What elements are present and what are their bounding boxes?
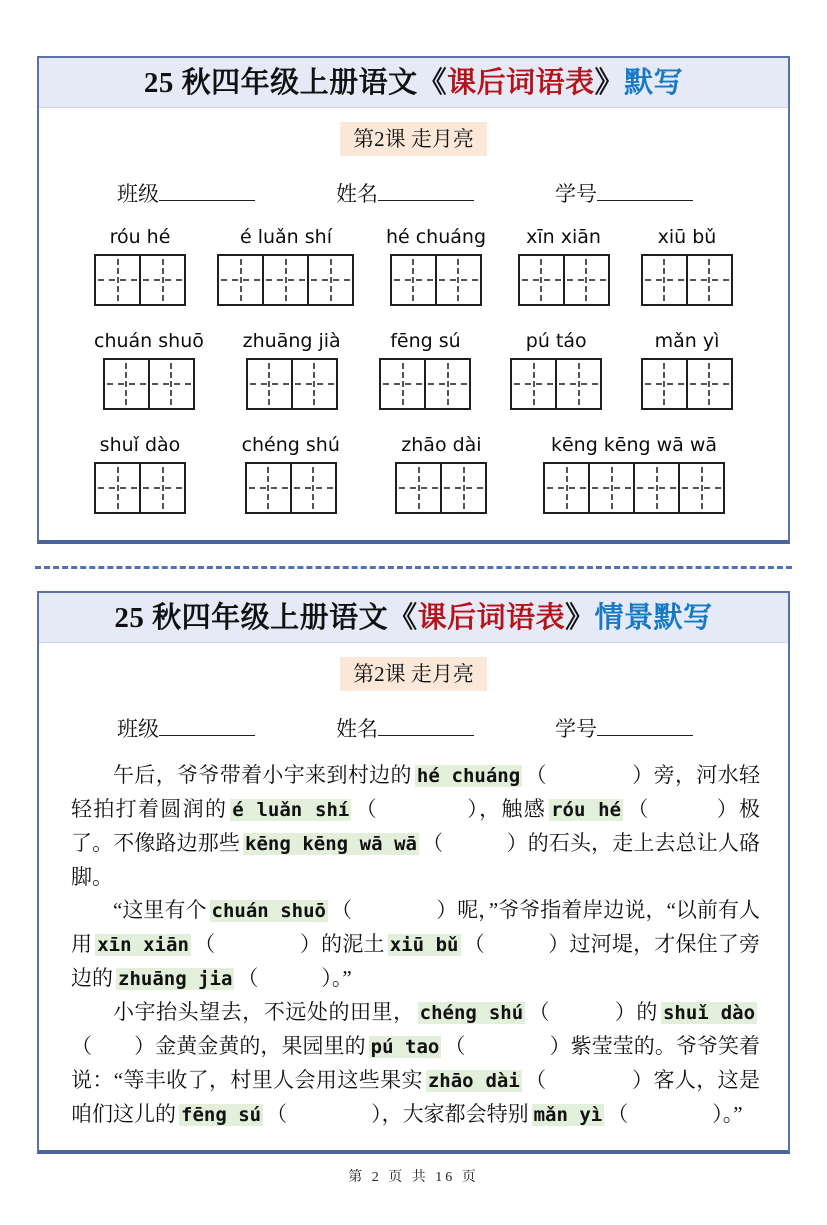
passage xyxy=(39,743,788,1150)
passage-text: （ ）极了。不像路边那些 xyxy=(71,796,761,855)
word-group xyxy=(242,434,340,514)
passage-text: （ ），触感 xyxy=(354,796,547,821)
passage-text: “这里有个 xyxy=(113,897,207,922)
grid-cell[interactable] xyxy=(437,256,480,304)
pinyin-label: pú táo xyxy=(525,329,587,352)
field-label-class: 班级 xyxy=(117,716,159,741)
passage-text: 午后，爷爷带着小宇来到村边的 xyxy=(113,762,412,787)
grid-cell[interactable] xyxy=(141,256,184,304)
grid-cell[interactable] xyxy=(643,360,688,408)
word-group xyxy=(518,226,610,306)
field-class xyxy=(117,713,255,743)
passage-text: （ ）的泥土 xyxy=(193,931,385,956)
grid-cell[interactable] xyxy=(590,464,635,512)
word-group xyxy=(94,434,186,514)
writing-grid[interactable] xyxy=(543,462,725,514)
field-student-id xyxy=(555,713,693,743)
passage-text: （ ），大家都会特别 xyxy=(266,1101,529,1126)
grid-cell[interactable] xyxy=(96,464,141,512)
pinyin-label: chuán shuō xyxy=(94,329,204,352)
grid-cell[interactable] xyxy=(442,464,485,512)
worksheet-page xyxy=(0,56,827,1225)
writing-grid[interactable] xyxy=(246,358,338,410)
word-group xyxy=(94,226,186,306)
pinyin-highlight: chéng shú xyxy=(419,1001,524,1024)
field-blank-name[interactable] xyxy=(378,714,474,736)
field-blank-class[interactable] xyxy=(159,714,255,736)
student-info-fields xyxy=(39,691,788,743)
pinyin-highlight: mǎn yì xyxy=(533,1103,603,1126)
pinyin-highlight: shuǐ dào xyxy=(662,1001,756,1024)
section2-title xyxy=(39,601,788,636)
title-suffix: 情景默写 xyxy=(594,601,713,634)
field-label-student-id: 学号 xyxy=(555,181,597,206)
pinyin-label: fēng sú xyxy=(390,329,461,352)
word-grid-area xyxy=(39,208,788,540)
pinyin-highlight: chuán shuō xyxy=(211,899,326,922)
pinyin-label: kēng kēng wā wā xyxy=(550,433,718,456)
title-open-bracket: 《 xyxy=(417,67,448,99)
word-row xyxy=(94,330,733,410)
grid-cell[interactable] xyxy=(565,256,608,304)
word-group xyxy=(386,226,486,306)
writing-grid[interactable] xyxy=(395,462,487,514)
passage-text: （ ）呢，”爷爷指着岸边说，“以前有人用 xyxy=(71,897,761,956)
field-blank-class[interactable] xyxy=(159,179,255,201)
writing-grid[interactable] xyxy=(390,254,482,306)
writing-grid[interactable] xyxy=(245,462,337,514)
lesson-subtitle: 第2课 走月亮 xyxy=(340,657,487,691)
pinyin-label: shuǐ dào xyxy=(99,433,181,456)
title-close-bracket: 》 xyxy=(565,601,595,634)
pinyin-label: hé chuáng xyxy=(385,225,487,248)
word-group xyxy=(217,226,354,306)
grid-cell[interactable] xyxy=(512,360,557,408)
writing-grid[interactable] xyxy=(94,462,186,514)
passage-text: （ ）旁，河水轻轻拍打着圆润的 xyxy=(71,762,761,821)
field-blank-student-id[interactable] xyxy=(597,179,693,201)
grid-cell[interactable] xyxy=(545,464,590,512)
title-prefix: 25 秋四年级上册语文 xyxy=(143,67,418,99)
pinyin-highlight: fēng sú xyxy=(181,1103,262,1126)
field-class xyxy=(117,178,255,208)
grid-cell[interactable] xyxy=(688,360,731,408)
field-name xyxy=(336,178,474,208)
pinyin-highlight: kēng kēng wā wā xyxy=(245,832,417,855)
pinyin-label: xiū bǔ xyxy=(657,225,717,248)
passage-text: （ ）的 xyxy=(528,999,658,1024)
grid-cell[interactable] xyxy=(293,360,336,408)
grid-cell[interactable] xyxy=(520,256,565,304)
passage-text: （ ）。” xyxy=(237,965,352,990)
field-blank-student-id[interactable] xyxy=(597,714,693,736)
writing-grid[interactable] xyxy=(510,358,602,410)
word-group xyxy=(543,434,725,514)
word-group xyxy=(379,330,471,410)
dashed-cut-line xyxy=(35,566,792,569)
grid-cell[interactable] xyxy=(219,256,264,304)
passage-text: 小宇抬头望去，不远处的田里， xyxy=(113,999,415,1024)
field-name xyxy=(336,713,474,743)
field-label-name: 姓名 xyxy=(336,716,378,741)
word-group xyxy=(243,330,341,410)
grid-cell[interactable] xyxy=(264,256,309,304)
passage-text: （ ）的石头，走上去总让人硌脚。 xyxy=(71,830,761,889)
section1-header-band xyxy=(39,58,788,108)
field-student-id xyxy=(555,178,693,208)
pinyin-highlight: é luǎn shí xyxy=(232,798,350,821)
writing-grid[interactable] xyxy=(641,358,733,410)
grid-cell[interactable] xyxy=(105,360,150,408)
grid-cell[interactable] xyxy=(96,256,141,304)
pinyin-label: xīn xiān xyxy=(526,225,601,248)
word-group xyxy=(641,226,733,306)
pinyin-highlight: pú tao xyxy=(370,1035,440,1058)
passage-text: （ ）金黄金黄的，果园里的 xyxy=(71,1033,366,1058)
passage-text: （ ）紫莹莹的。爷爷笑着说：“等丰收了，村里人会用这些果实 xyxy=(71,1033,761,1092)
grid-cell[interactable] xyxy=(150,360,193,408)
pinyin-highlight: xīn xiān xyxy=(97,933,189,956)
section-word-dictation xyxy=(37,56,790,544)
word-row xyxy=(94,226,733,306)
student-info-fields xyxy=(39,156,788,208)
writing-grid[interactable] xyxy=(94,254,186,306)
grid-cell[interactable] xyxy=(381,360,426,408)
pinyin-highlight: róu hé xyxy=(551,798,622,821)
word-group xyxy=(94,330,204,410)
grid-cell[interactable] xyxy=(557,360,600,408)
section-context-dictation xyxy=(37,591,790,1154)
title-prefix: 25 秋四年级上册语文 xyxy=(114,601,389,634)
passage-paragraph xyxy=(71,759,760,894)
pinyin-highlight: xiū bǔ xyxy=(389,933,459,956)
field-blank-name[interactable] xyxy=(378,179,474,201)
grid-cell[interactable] xyxy=(247,464,292,512)
section1-title xyxy=(39,66,788,101)
grid-cell[interactable] xyxy=(309,256,352,304)
passage-paragraph xyxy=(71,996,760,1132)
pinyin-label: chéng shú xyxy=(241,433,340,456)
title-book-name: 课后词语表 xyxy=(447,67,595,99)
field-label-name: 姓名 xyxy=(336,181,378,206)
pinyin-label: zhuāng jià xyxy=(242,329,341,352)
word-group xyxy=(395,434,487,514)
pinyin-highlight: hé chuáng xyxy=(416,764,521,787)
word-group xyxy=(641,330,733,410)
writing-grid[interactable] xyxy=(641,254,733,306)
passage-paragraph xyxy=(71,894,760,996)
field-label-class: 班级 xyxy=(117,181,159,206)
grid-cell[interactable] xyxy=(141,464,184,512)
grid-cell[interactable] xyxy=(643,256,688,304)
grid-cell[interactable] xyxy=(292,464,335,512)
passage-text: （ ）客人，这是咱们这儿的 xyxy=(71,1067,760,1126)
writing-grid[interactable] xyxy=(518,254,610,306)
pinyin-highlight: zhāo dài xyxy=(427,1069,520,1092)
writing-grid[interactable] xyxy=(379,358,471,410)
title-close-bracket: 》 xyxy=(594,67,625,99)
writing-grid[interactable] xyxy=(217,254,354,306)
grid-cell[interactable] xyxy=(680,464,723,512)
page-number-footer: 第 2 页 共 16 页 xyxy=(348,1169,479,1185)
word-row xyxy=(94,434,733,514)
field-label-student-id: 学号 xyxy=(555,716,597,741)
title-open-bracket: 《 xyxy=(388,601,418,634)
pinyin-label: zhāo dài xyxy=(401,433,482,456)
pinyin-label: é luǎn shí xyxy=(239,225,332,248)
grid-cell[interactable] xyxy=(397,464,442,512)
passage-text: （ ）过河堤，才保住了旁边的 xyxy=(71,931,761,990)
title-book-name: 课后词语表 xyxy=(417,601,566,634)
passage-text: （ ）。” xyxy=(607,1101,743,1126)
lesson-subtitle: 第2课 走月亮 xyxy=(340,122,487,156)
grid-cell[interactable] xyxy=(635,464,680,512)
word-group xyxy=(510,330,602,410)
grid-cell[interactable] xyxy=(426,360,469,408)
title-suffix: 默写 xyxy=(624,67,684,99)
writing-grid[interactable] xyxy=(103,358,195,410)
pinyin-label: mǎn yì xyxy=(654,329,720,352)
grid-cell[interactable] xyxy=(392,256,437,304)
grid-cell[interactable] xyxy=(688,256,731,304)
grid-cell[interactable] xyxy=(248,360,293,408)
section2-header-band xyxy=(39,593,788,643)
pinyin-highlight: zhuāng jia xyxy=(118,967,233,990)
pinyin-label: róu hé xyxy=(109,225,171,248)
